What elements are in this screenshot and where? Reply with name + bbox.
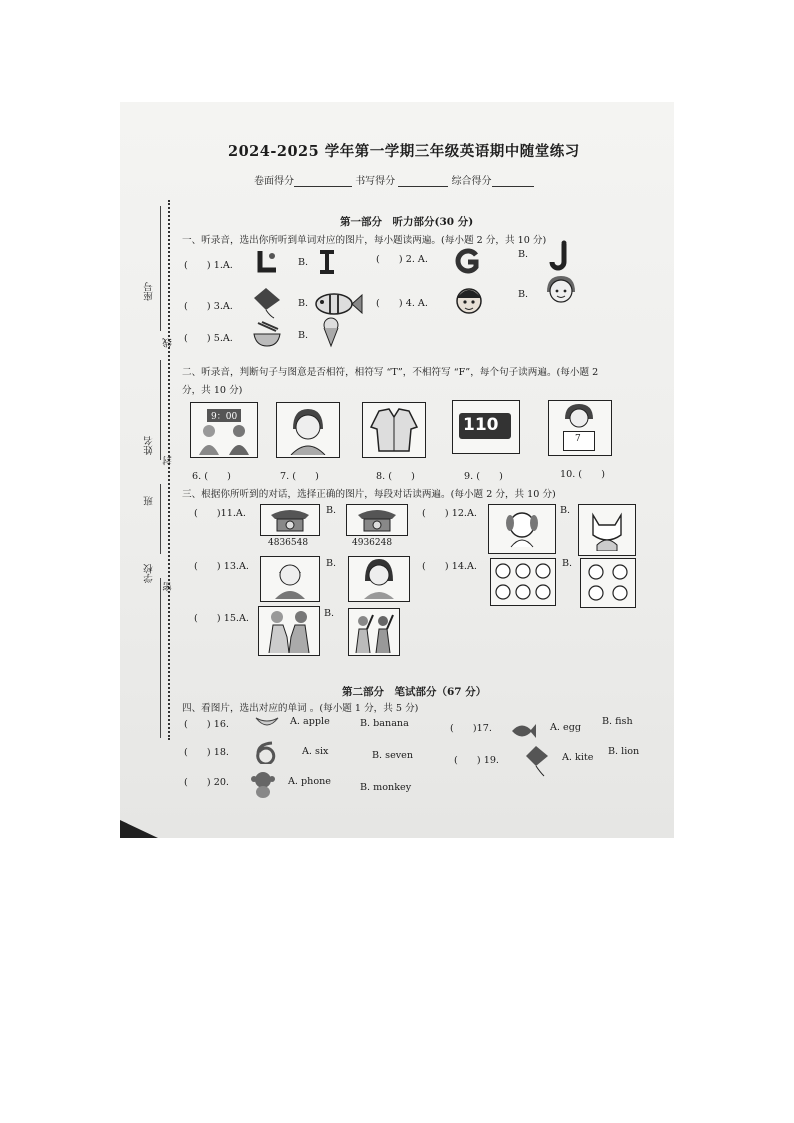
question-15: ( ) 15.A. <box>194 613 249 624</box>
option-17a: A. egg <box>550 722 581 733</box>
label-seal: 封 <box>163 456 174 466</box>
ice-cream-icon <box>316 316 346 348</box>
part1-heading: 第一部分 听力部分(30 分) <box>340 216 474 228</box>
monkey-icon <box>248 770 278 798</box>
question-14: ( ) 14.A. <box>422 561 477 572</box>
question-12: ( ) 12.A. <box>422 508 477 519</box>
photo-shadow-corner <box>120 820 158 838</box>
question-11: ( )11.A. <box>194 508 246 519</box>
option-16a: A. apple <box>290 716 330 727</box>
score-blank <box>398 176 448 187</box>
boy-face-icon <box>454 284 484 316</box>
score-label-appearance: 卷面得分 <box>254 176 294 187</box>
option-17b: B. fish <box>602 716 633 727</box>
option-b-label: B. <box>324 608 335 619</box>
binding-dotted-line <box>168 200 170 740</box>
question-3: ( ) 3.A. <box>184 301 233 312</box>
woman-icon <box>287 407 329 455</box>
option-18b: B. seven <box>372 750 414 761</box>
section3-instruction: 三、根据你所听到的对话，选择正确的图片，每段对话读两遍。(每小题 2 分，共 10 分) <box>182 489 556 500</box>
telephone-icon <box>267 507 313 533</box>
label-secret: 密 <box>163 582 174 592</box>
waving-picture <box>348 608 400 656</box>
letter-g-icon <box>452 246 482 276</box>
jacket-icon <box>369 407 419 453</box>
picture-6-meeting <box>190 402 258 458</box>
telephone-a <box>260 504 320 536</box>
option-b-label: B. <box>518 249 529 260</box>
option-b-label: B. <box>298 298 309 309</box>
option-19b: B. lion <box>608 746 640 757</box>
option-b-label: B. <box>298 257 309 268</box>
section1-instruction: 一、听录音，选出你所听到单词对应的图片，每小题读两遍。(每小题 2 分，共 10 分) <box>182 235 547 246</box>
option-20b: B. monkey <box>360 782 412 793</box>
section2-instruction: 二、听录音，判断句子与图意是否相符，相符写 “T”，不相符写 “F”，每个句子读两遍。(每小题 2 <box>182 367 599 378</box>
option-b-label: B. <box>518 289 529 300</box>
option-18a: A. six <box>302 746 329 757</box>
worksheet-photo <box>120 102 674 838</box>
binding-line <box>160 206 161 331</box>
kite-icon <box>250 286 286 320</box>
banana-icon <box>254 714 280 730</box>
question-2: ( ) 2. A. <box>376 254 428 265</box>
answer-10: 10. ( ) <box>560 469 605 480</box>
option-20a: A. phone <box>288 776 331 787</box>
cat-picture <box>578 504 636 556</box>
letter-i-icon <box>314 248 340 276</box>
handshake-icon <box>263 609 315 653</box>
score-label-writing: 书写得分 <box>355 176 396 187</box>
option-b-label: B. <box>560 505 571 516</box>
binding-line <box>160 578 161 738</box>
question-5: ( ) 5.A. <box>184 333 233 344</box>
number-card-value: 7 <box>575 434 581 444</box>
apples-icon <box>583 561 633 605</box>
label-school: 学校 <box>144 564 155 583</box>
option-b-label: B. <box>326 505 337 516</box>
answer-9: 9. ( ) <box>464 471 503 482</box>
telephone-b-number: 4936248 <box>352 538 393 548</box>
number-six-icon <box>254 740 280 764</box>
part2-heading: 第二部分 笔试部分（67 分） <box>342 686 487 698</box>
section4-instruction: 四、看图片，选出对应的单词 。(每小题 1 分，共 5 分) <box>182 703 419 714</box>
worksheet-title: 2024-2025 学年第一学期三年级英语期中随堂练习 <box>228 143 580 160</box>
question-20: ( ) 20. <box>184 777 229 788</box>
picture-10-girl-number <box>548 400 612 456</box>
label-line: 线 <box>163 338 174 348</box>
clock-label: 9：00 <box>207 409 241 422</box>
label-name: 姓名 <box>144 436 155 455</box>
apples-picture-b <box>580 558 636 608</box>
question-16: ( ) 16. <box>184 719 229 730</box>
girl-icon <box>361 559 397 599</box>
telephone-b <box>346 504 408 536</box>
girl-face-icon <box>563 403 595 429</box>
question-17: ( )17. <box>450 723 492 734</box>
option-16b: B. banana <box>360 718 409 729</box>
option-b-label: B. <box>326 558 337 569</box>
picture-9-phone-110 <box>452 400 520 454</box>
question-13: ( ) 13.A. <box>194 561 249 572</box>
score-label-total: 综合得分 <box>451 176 492 187</box>
answer-7: 7. ( ) <box>280 471 319 482</box>
kite-icon <box>522 744 552 778</box>
option-19a: A. kite <box>562 752 594 763</box>
letter-l-icon <box>252 248 280 276</box>
label-class: 班 <box>144 496 155 506</box>
answer-8: 8. ( ) <box>376 471 415 482</box>
picture-8-jacket <box>362 402 426 458</box>
fish-icon <box>312 290 364 318</box>
score-blank <box>294 176 352 187</box>
telephone-icon <box>354 507 400 533</box>
dog-icon <box>501 509 543 549</box>
binding-line <box>160 484 161 554</box>
fish-icon <box>508 718 536 744</box>
answer-6: 6. ( ) <box>192 471 231 482</box>
picture-7-woman <box>276 402 340 458</box>
question-4: ( ) 4. A. <box>376 298 428 309</box>
dog-picture <box>488 504 556 554</box>
label-seat: 座号 <box>144 282 155 301</box>
apples-picture-a <box>490 558 556 606</box>
girl-picture <box>348 556 410 602</box>
section2-instruction-cont: 分，共 10 分) <box>182 385 243 396</box>
phone-number: 110 <box>463 415 499 435</box>
cat-icon <box>587 509 627 551</box>
question-1: ( ) 1.A. <box>184 260 233 271</box>
score-row <box>254 172 534 187</box>
letter-j-icon <box>548 240 574 272</box>
question-19: ( ) 19. <box>454 755 499 766</box>
option-b-label: B. <box>562 558 573 569</box>
option-b-label: B. <box>298 330 309 341</box>
noodles-icon <box>250 320 284 348</box>
apples-icon <box>493 561 553 603</box>
handshake-picture <box>258 606 320 656</box>
boy-icon <box>273 559 307 599</box>
waving-icon <box>351 611 397 653</box>
boy-picture <box>260 556 320 602</box>
girl-face-icon <box>544 274 578 304</box>
score-blank <box>492 176 534 187</box>
binding-line <box>160 360 161 460</box>
telephone-a-number: 4836548 <box>268 538 309 548</box>
question-18: ( ) 18. <box>184 747 229 758</box>
two-people-icon <box>195 423 253 455</box>
